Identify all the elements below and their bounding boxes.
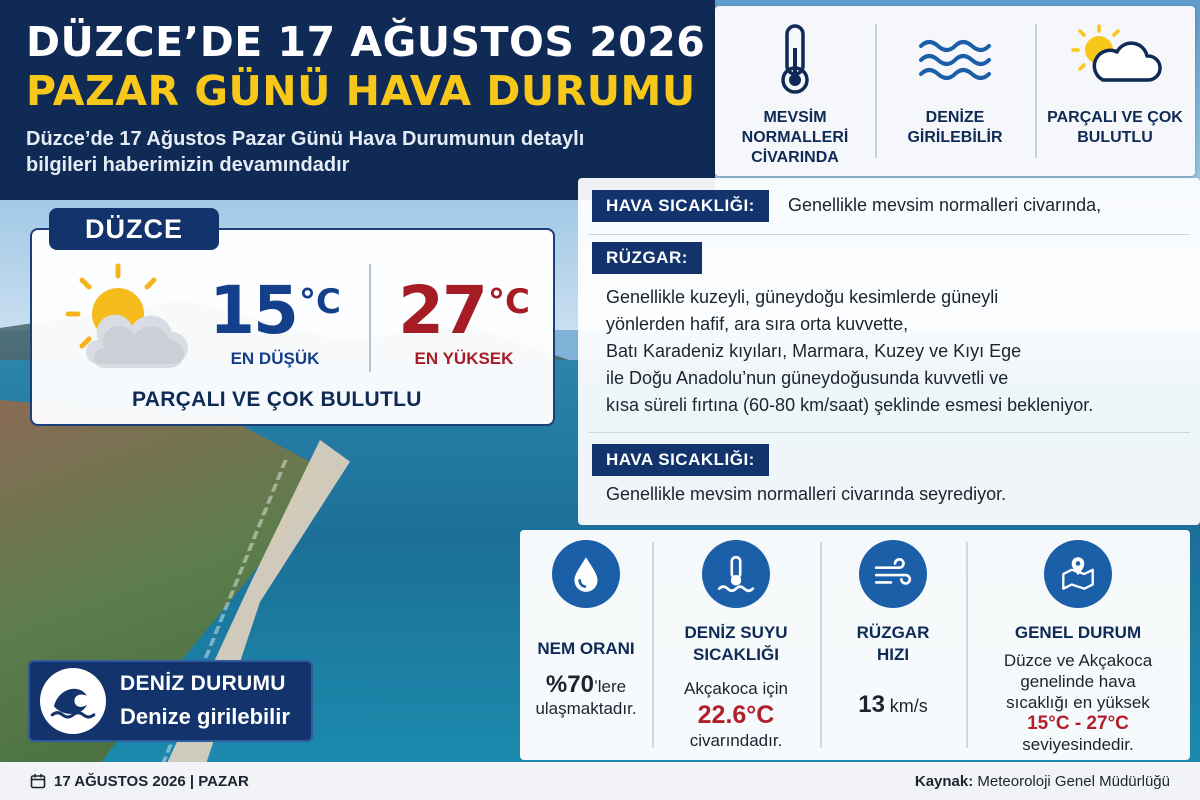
stat-general: [966, 530, 1190, 760]
temp-divider: [369, 264, 371, 372]
separator: [588, 234, 1190, 235]
temp-low-caption: EN DÜŞÜK: [230, 349, 320, 368]
subtitle: Düzce’de 17 Ağustos Pazar Günü Hava Durumunun detaylı bilgileri haberimizin devamındadır: [26, 128, 585, 176]
separator: [588, 432, 1190, 433]
temp-high-unit: °C: [487, 282, 530, 322]
info-panel: [578, 178, 1200, 525]
sea-thermometer-icon: [715, 553, 757, 595]
temp-low-unit: °C: [298, 282, 341, 322]
sea-temp-value: 22.6°C: [697, 701, 775, 729]
temp-text-2: Genellikle mevsim normalleri civarında seyrediyor.: [606, 484, 1007, 504]
humidity-title: NEM ORANI: [537, 639, 635, 658]
partly-cloudy-icon: [52, 260, 192, 380]
sea-temp-text: Akçakoca için: [684, 679, 788, 698]
calendar-icon: [30, 773, 46, 789]
temp-low: [200, 266, 350, 369]
footer-source: Meteoroloji Genel Müdürlüğü: [977, 772, 1170, 790]
title-line-2: PAZAR GÜNÜ HAVA DURUMU: [26, 67, 696, 115]
feature-sea-label: DENİZE GİRİLEBİLİR: [907, 109, 1003, 146]
wind-line: kısa süreli fırtına (60-80 km/saat) şeklinde esmesi bekleniyor.: [606, 395, 1094, 415]
city-forecast-card: [30, 228, 555, 426]
sea-temp-title-line: SICAKLIĞI: [693, 645, 779, 664]
footer-source-label: Kaynak:: [914, 772, 974, 790]
wind-speed-value: 13: [858, 691, 885, 718]
footer-date: 17 AĞUSTOS 2026 | PAZAR: [54, 772, 249, 790]
sea-temp-title-line: DENİZ SUYU: [684, 623, 788, 642]
sea-temp-text: civarındadır.: [689, 731, 783, 750]
feature-panel: [715, 6, 1195, 176]
humidity-value: %70: [545, 671, 594, 698]
humidity-suffix: ’lere: [593, 677, 627, 696]
temp-high-value: 27: [398, 272, 486, 349]
title-line-1: DÜZCE’DE 17 AĞUSTOS 2026: [26, 18, 706, 66]
general-text: Düzce ve Akçakoca: [1003, 651, 1153, 670]
general-text: genelinde hava: [1020, 672, 1136, 691]
wind-speed-title-line: RÜZGAR: [856, 623, 930, 642]
header-banner: [0, 0, 715, 200]
wind-line: Genellikle kuzeyli, güneydoğu kesimlerde güneyli: [606, 287, 999, 307]
temp-high-caption: EN YÜKSEK: [414, 349, 514, 368]
sea-state-title: DENİZ DURUMU: [120, 672, 286, 695]
wind-text: [606, 284, 1093, 419]
stat-humidity: [520, 530, 652, 760]
sea-temp-title: [685, 622, 788, 666]
temp-tag-2: HAVA SICAKLIĞI:: [592, 444, 769, 476]
thermometer-icon: [755, 20, 835, 100]
wave-icon: [47, 675, 99, 727]
droplet-icon: [565, 553, 607, 595]
feature-sky-label: PARÇALI VE ÇOK BULUTLU: [1047, 109, 1183, 146]
feature-sea: [875, 6, 1035, 176]
footer: [0, 762, 1200, 800]
wind-line: yönlerden hafif, ara sıra orta kuvvette,: [606, 314, 909, 334]
humidity-text: ulaşmaktadır.: [535, 699, 637, 718]
city-name-tag: DÜZCE: [49, 208, 219, 250]
sea-state-value: Denize girilebilir: [120, 704, 290, 729]
stat-sea-temp: [652, 530, 820, 760]
feature-temperature-label: MEVSİM NORMALLERİ CİVARINDA: [741, 109, 849, 166]
temp-tag-1: HAVA SICAKLIĞI:: [592, 190, 769, 222]
wind-speed-unit: km/s: [889, 696, 928, 716]
city-condition: PARÇALI VE ÇOK BULUTLU: [132, 388, 422, 411]
general-title: GENEL DURUM: [1014, 623, 1142, 642]
waves-icon: [915, 20, 995, 100]
wind-speed-title-line: HIZI: [876, 645, 910, 664]
general-text: sıcaklığı en yüksek: [1006, 693, 1150, 712]
temp-high: [384, 266, 544, 369]
temp-text-1: Genellikle mevsim normalleri civarında,: [788, 195, 1102, 215]
wind-line: ile Doğu Anadolu’nun güneydoğusunda kuvvetli ve: [606, 368, 1009, 388]
wind-icon: [872, 553, 914, 595]
stat-wind-speed: [820, 530, 966, 760]
stats-panel: [520, 530, 1190, 760]
general-range: 15°C - 27°C: [1027, 713, 1129, 734]
wind-tag: RÜZGAR:: [592, 242, 702, 274]
map-pin-icon: [1057, 553, 1099, 595]
general-text: seviyesindedir.: [1022, 735, 1134, 754]
temp-low-value: 15: [209, 272, 297, 349]
feature-sky: [1035, 6, 1195, 176]
sea-state-badge: [28, 660, 313, 742]
feature-temperature: [715, 6, 875, 176]
wind-line: Batı Karadeniz kıyıları, Marmara, Kuzey ve Kıyı Ege: [606, 341, 1022, 361]
partly-cloudy-icon: [1065, 20, 1165, 100]
wind-speed-title: [857, 622, 930, 666]
